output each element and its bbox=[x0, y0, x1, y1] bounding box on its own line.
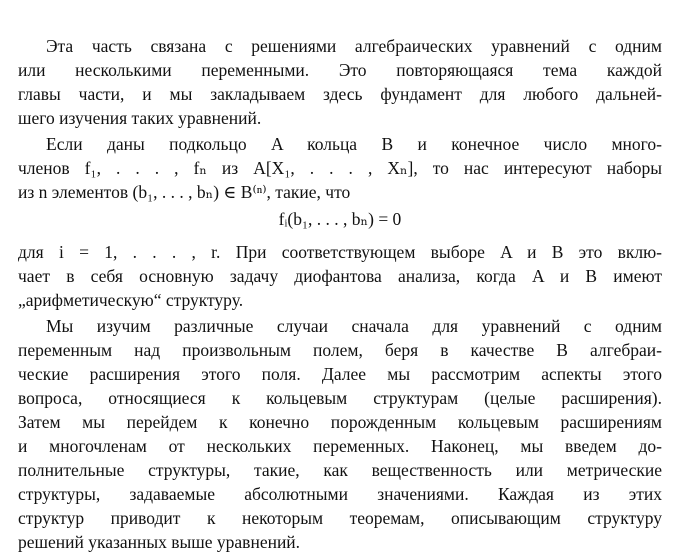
text-line: Если даны подкольцо A кольца B и конечное число много- bbox=[46, 134, 662, 154]
text-line: чает в себя основную задачу диофантова анализа, когда A и B имеют bbox=[18, 266, 662, 286]
text-line: и многочленам от нескольких переменных. Наконец, мы введем до- bbox=[18, 436, 662, 456]
text-line: решений указанных выше уравнений. bbox=[18, 532, 301, 552]
text-line: структур приводит к некоторым теоремам, описывающим структуру bbox=[18, 508, 662, 528]
text-line: или несколькими переменными. Это повторяющаяся тема каждой bbox=[18, 60, 662, 80]
text-line: структуры, задаваемые абсолютными значениями. Каждая из этих bbox=[18, 484, 662, 504]
text-line: Затем мы перейдем к конечно порожденным кольцевым расширениям bbox=[18, 412, 662, 432]
text-line: полнительные структуры, такие, как вещественность или метрические bbox=[18, 460, 662, 480]
text-line: шего изучения таких уравнений. bbox=[18, 108, 262, 128]
text-line: вопроса, относящиеся к кольцевым структурам (целые расширения). bbox=[18, 388, 662, 408]
text-line: „арифметическую“ структуру. bbox=[18, 290, 244, 310]
text-line: переменным над произвольным полем, беря в качестве B алгебраи- bbox=[18, 340, 662, 360]
text-line: из n элементов (b₁, . . . , bₙ) ∈ B⁽ⁿ⁾, такие, что bbox=[18, 182, 351, 202]
text-line: членов f₁, . . . , fₙ из A[X₁, . . . , Xₙ], то нас интересуют наборы bbox=[18, 158, 662, 178]
text-line: ческие расширения этого поля. Далее мы рассмотрим аспекты этого bbox=[18, 364, 662, 384]
text-line: Эта часть связана с решениями алгебраических уравнений с одним bbox=[46, 36, 662, 56]
display-formula: fᵢ(b₁, . . . , bₙ) = 0 bbox=[278, 209, 402, 229]
text-line: Мы изучим различные случаи сначала для уравнений с одним bbox=[46, 316, 662, 336]
text-line: главы части, и мы закладываем здесь фундамент для любого дальней- bbox=[18, 84, 662, 104]
text-line: для i = 1, . . . , r. При соответствующем выборе A и B это вклю- bbox=[18, 242, 662, 262]
